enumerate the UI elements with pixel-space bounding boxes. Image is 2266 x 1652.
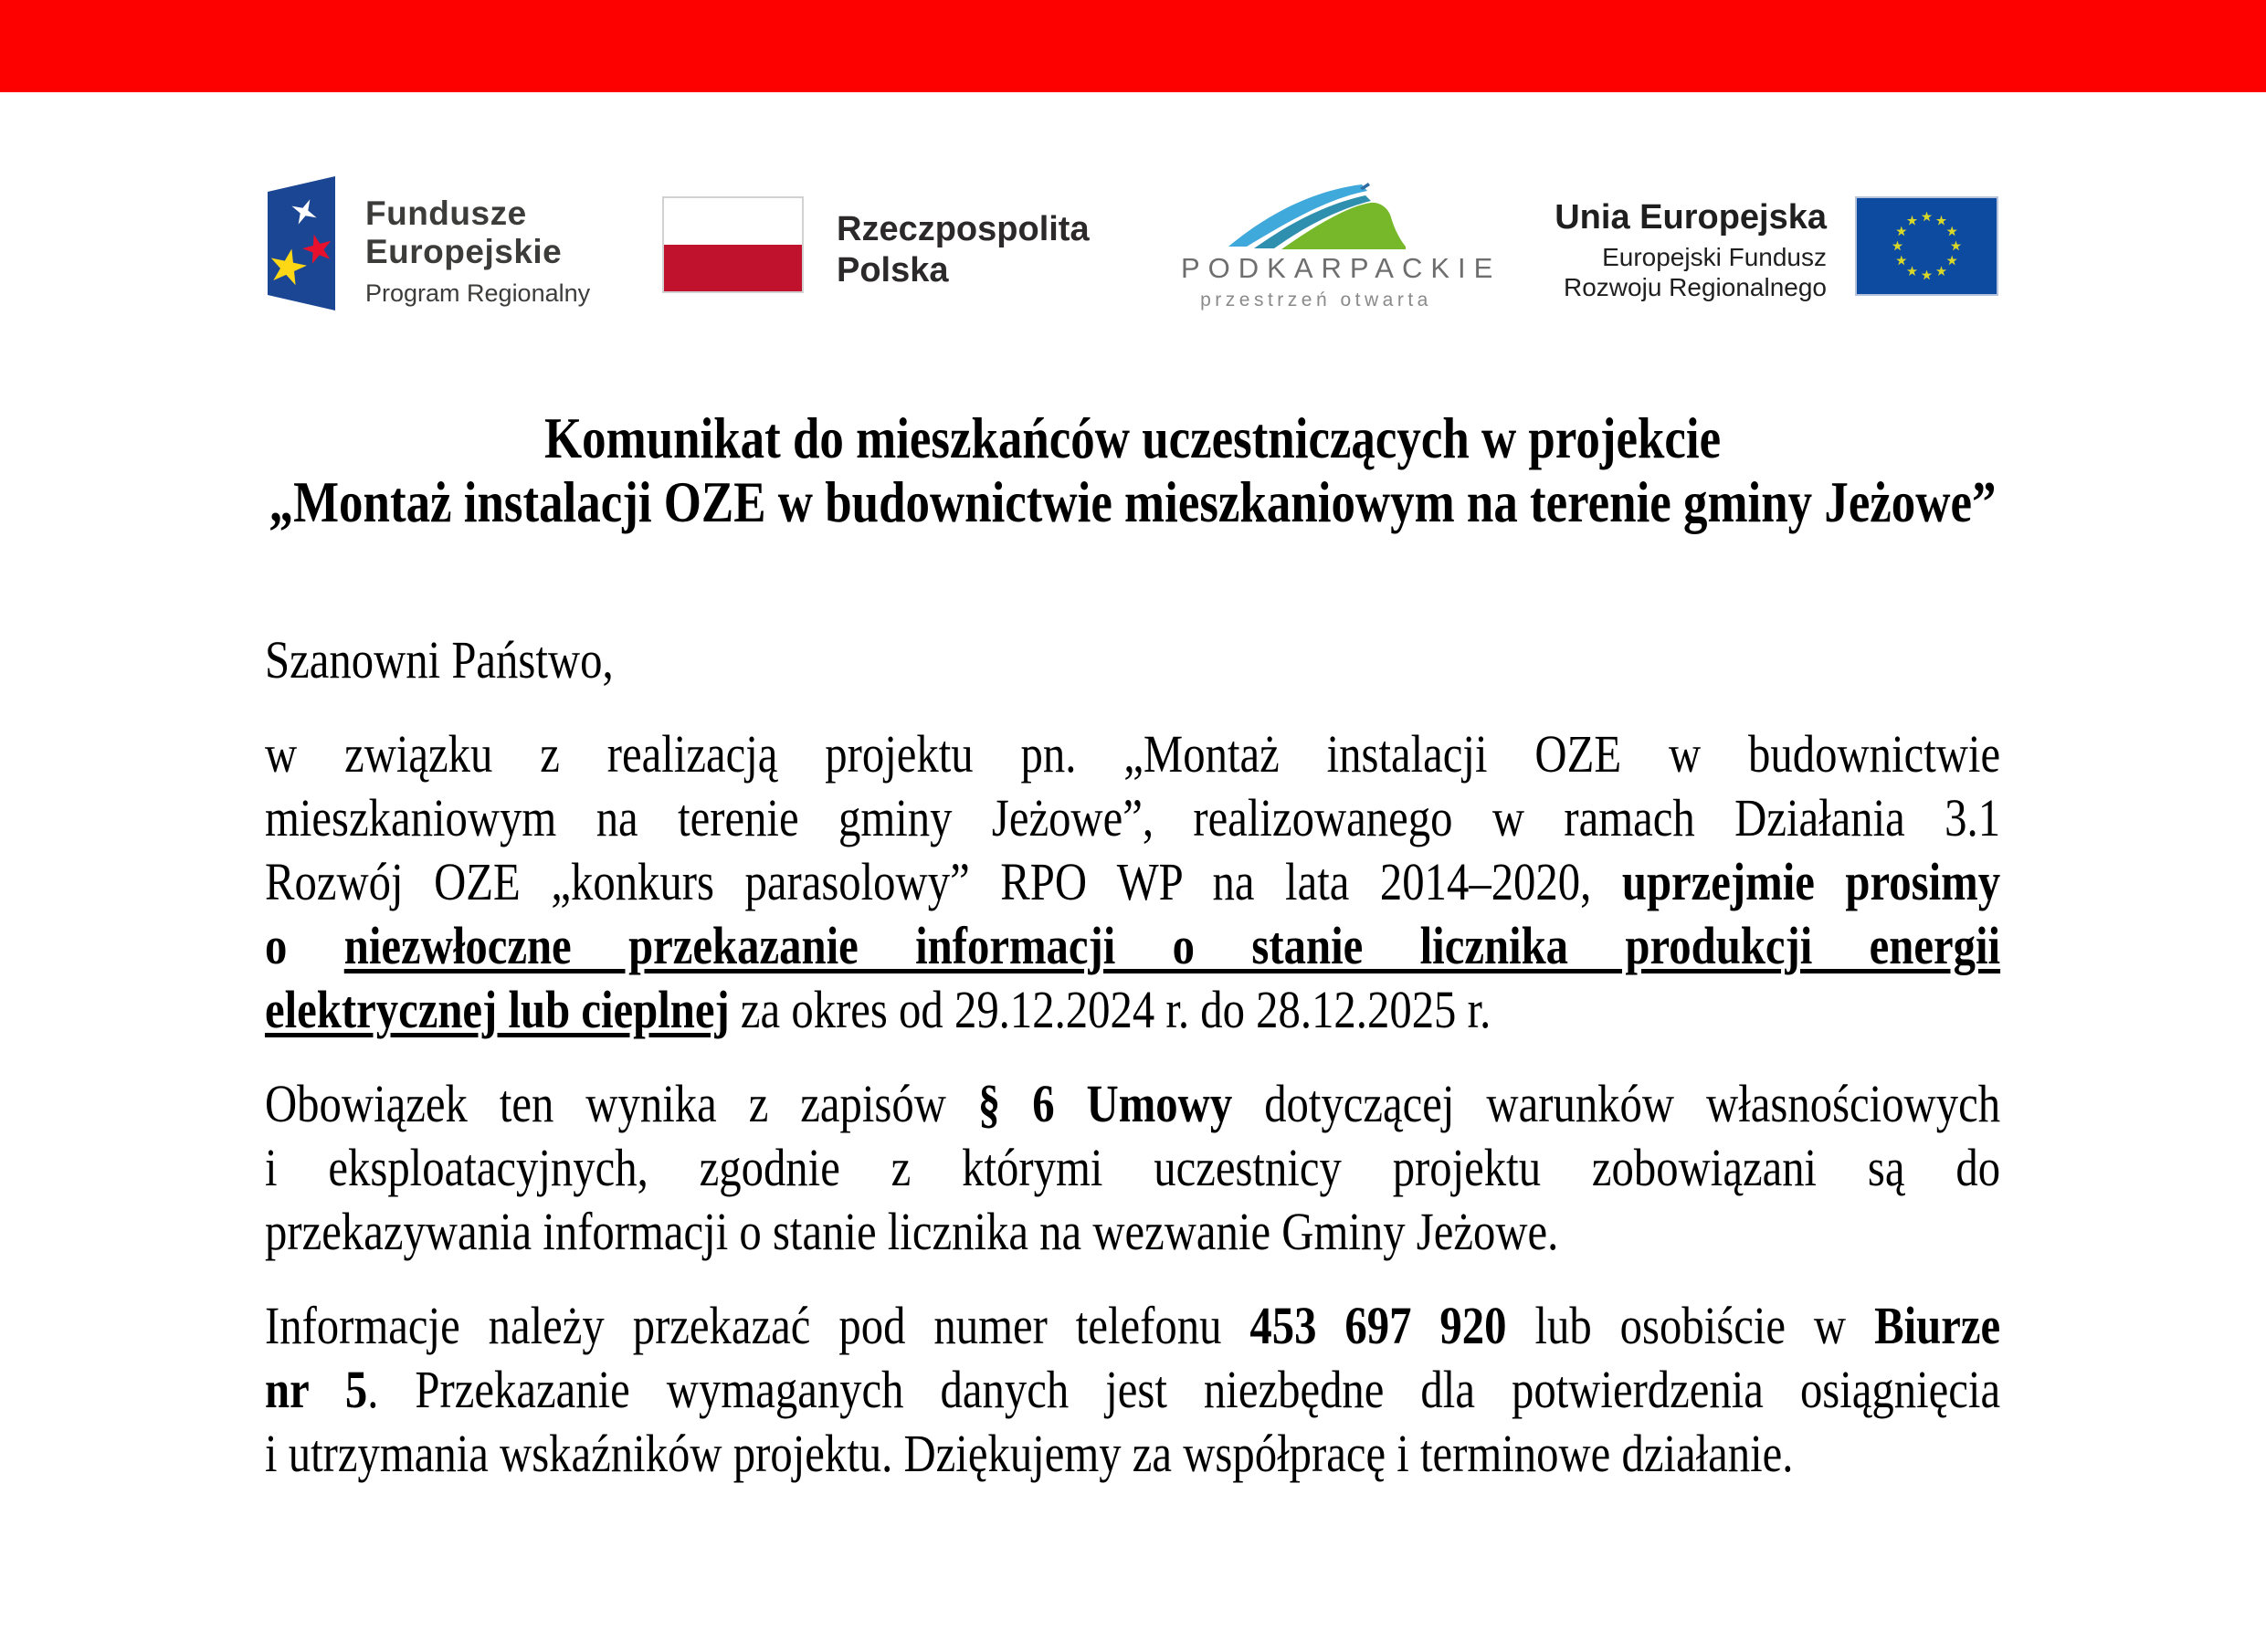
text-run: dotyczącej warunków własnościowych [1232, 1074, 2001, 1133]
text-run: . Przekazanie wymaganych danych jest niezbędne dla potwierdzenia osiągnięcia [367, 1360, 2001, 1419]
text-line [265, 722, 2000, 786]
logo-rzeczpospolita-polska [662, 196, 1090, 293]
unia-line2: Europejski Fundusz [1602, 243, 1827, 271]
title-line: Komunikat do mieszkańców uczestniczących w projekcie [543, 406, 1722, 470]
paragraph [265, 722, 2000, 1042]
text-line [265, 1422, 2000, 1486]
logo-fundusze-europejskie [268, 176, 590, 310]
text-run: Obowiązek ten wynika z zapisów [265, 1074, 978, 1133]
paragraph [265, 1294, 2000, 1486]
document-content [265, 406, 2000, 1516]
fundusze-logo-text [365, 176, 590, 310]
title-line: „Montaż instalacji OZE w budownictwie mieszkaniowym na terenie gminy Jeżowe” [269, 470, 1997, 534]
text-run: elektrycznej lub cieplnej [265, 980, 730, 1039]
polska-logo-text [837, 196, 1090, 293]
logo-podkarpackie [1181, 183, 1502, 311]
text-run: lub osobiście w [1506, 1296, 1875, 1355]
text-line [265, 1072, 2000, 1136]
document-title [265, 406, 2000, 534]
podkarpackie-swoosh-icon [1227, 183, 1406, 250]
text-line [265, 914, 2000, 978]
paragraph [265, 1072, 2000, 1264]
text-run: Biurze [1874, 1296, 2001, 1355]
fundusze-line1: Fundusze [365, 195, 527, 232]
text-run: przekazywania informacji o stanie licznika na wezwanie Gminy Jeżowe. [265, 1202, 1559, 1261]
text-run: niezwłoczne przekazanie informacji o stanie licznika produkcji energii [343, 916, 2001, 975]
fundusze-line2: Europejskie [365, 233, 563, 270]
text-line [265, 786, 2000, 850]
podkarpackie-name: PODKARPACKIE [1181, 252, 1502, 284]
text-run: za okres od 29.12.2024 r. do 28.12.2025 r. [729, 980, 1491, 1039]
text-line [265, 978, 2000, 1042]
unia-line1: Unia Europejska [1555, 198, 1827, 237]
text-line [265, 1200, 2000, 1264]
podkarpackie-tagline: przestrzeń otwarta [1200, 289, 1432, 310]
polska-line1: Rzeczpospolita [837, 210, 1090, 248]
text-line [265, 850, 2000, 914]
text-run: w związku z realizacją projektu pn. „Montaż instalacji OZE w budownictwie [265, 724, 2001, 784]
text-run: i eksploatacyjnych, zgodnie z którymi uczestnicy projektu zobowiązani są do [265, 1138, 2001, 1197]
text-run: 453 697 920 [1249, 1296, 1507, 1355]
text-line [265, 1136, 2000, 1200]
unia-line3: Rozwoju Regionalnego [1564, 273, 1827, 301]
text-run: mieszkaniowym na terenie gminy Jeżowe”, realizowanego w ramach Działania 3.1 [265, 788, 2001, 847]
unia-logo-text [1553, 196, 1827, 302]
fundusze-flag-icon [268, 176, 335, 310]
text-run: uprzejmie prosimy [1621, 852, 2001, 911]
eu-flag-icon [1855, 196, 1998, 296]
poland-flag-icon [662, 196, 804, 293]
logo-unia-europejska [1553, 196, 1998, 302]
text-run: o [265, 916, 344, 975]
polska-line2: Polska [837, 251, 949, 289]
document-body [265, 722, 2000, 1486]
greeting: Szanowni Państwo, [265, 630, 614, 689]
text-run: Rozwój OZE „konkurs parasolowy” RPO WP na lata 2014–2020, [265, 852, 1622, 911]
text-line [265, 1358, 2000, 1422]
text-run: nr 5 [265, 1360, 368, 1419]
fundusze-line3: Program Regionalny [365, 279, 591, 307]
text-run: i utrzymania wskaźników projektu. Dziękujemy za współpracę i terminowe działanie. [265, 1424, 1794, 1483]
text-line [265, 1294, 2000, 1358]
text-run: Informacje należy przekazać pod numer telefonu [265, 1296, 1250, 1355]
text-run: § 6 Umowy [977, 1074, 1233, 1133]
top-red-bar [0, 0, 2266, 92]
